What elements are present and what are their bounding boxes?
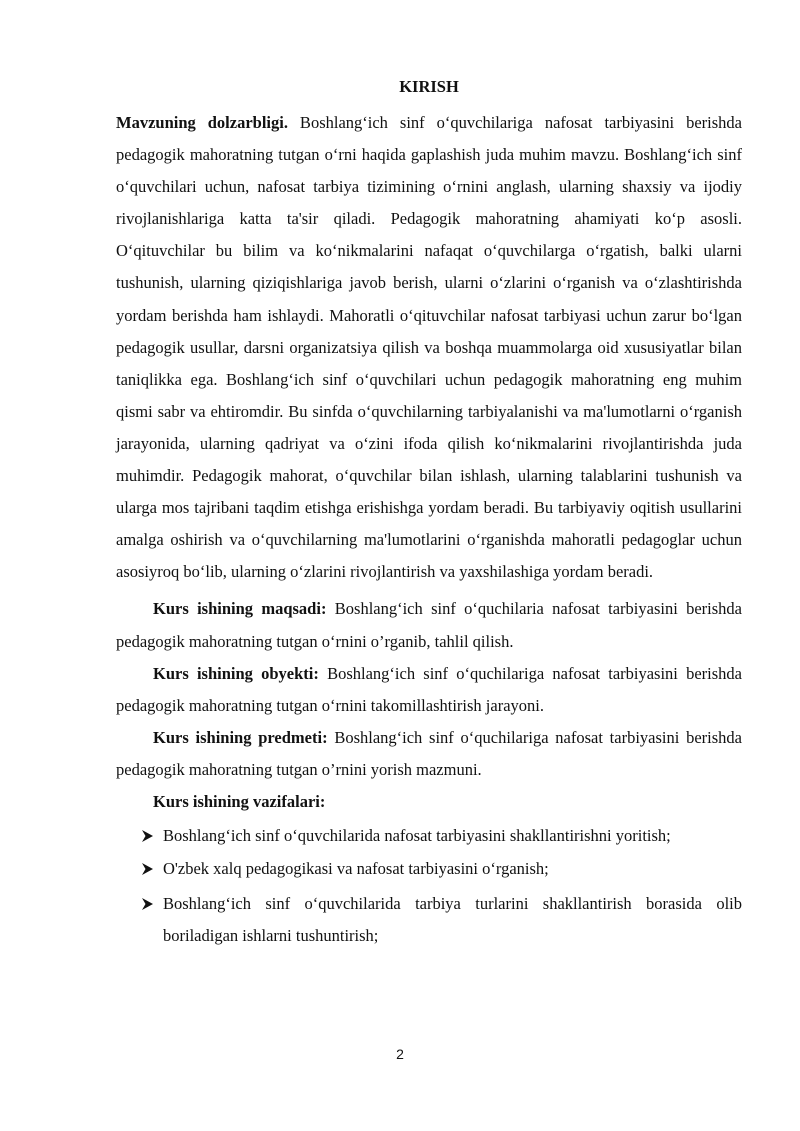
document-page xyxy=(116,75,742,952)
task-text: Boshlang‘ich sinf o‘quvchilarida tarbiya turlarini shakllantirish borasida olib boriladigan ishlarni tushuntirish; xyxy=(163,894,742,946)
subject-text: Boshlang‘ich sinf o‘quchilariga nafosat tarbiyasini berishda pedagogik mahoratning tutgan o’rnini yorish mazmuni. xyxy=(116,727,742,779)
tasks-heading xyxy=(116,786,742,818)
object-text: Boshlang‘ich sinf o‘quchilariga nafosat tarbiyasini berishda pedagogik mahoratning tutgan o‘rnini takomillashtirish jarayoni. xyxy=(116,663,742,715)
goal-paragraph xyxy=(116,593,742,657)
section-title: KIRISH xyxy=(399,77,459,96)
subject-label: Kurs ishining predmeti: xyxy=(153,727,328,747)
list-item xyxy=(116,820,742,853)
relevance-text: Boshlang‘ich sinf o‘quvchilariga nafosat tarbiyasini berishda pedagogik mahoratning tutgan o‘rni haqida gaplashish juda muhim mavzu. Boshlang‘ich sinf o‘quvchilari uchun, nafosat tarbiya tizimining o‘rnini anglash, ularning shaxsiy va ijodiy rivojlanishlariga katta ta'sir qiladi. Pedagogik mahoratning ahamiyati ko‘p asosli. O‘qituvchilar bu bilim va ko‘nikmalarini nafaqat o‘quvchilarga o‘rgatish, balki ularni tushunish, ularning qiziqishlariga javob berish, ularni o‘zlarini o‘rganish va o‘zlashtirishda yordam berishda ham ishlaydi. Mahoratli o‘qituvchilar nafosat tarbiyasi uchun zarur bo‘lgan pedagogik usullar, darsni organizatsiya qilish va boshqa muammolarga oid xususiyatlar bilan taniqlikka ega. Boshlang‘ich sinf o‘quvchilari uchun pedagogik mahoratning eng muhim qismi sabr va ehtiromdir. Bu sinfda o‘quvchilarning tarbiyalanishi va ma'lumotlarni o‘rganish jarayonida, ularning qadriyat va o‘zini ifoda qilish ko‘nikmalarini rivojlantirishda juda muhimdir. Pedagogik mahorat, o‘quvchilar bilan ishlash, ularning talablarini tushunish va ularga mos tajribani taqdim etishga erishishga yordam beradi. Bu tarbiyaviy oqitish usullarini amalga oshirish va o‘quvchilarning ma'lumotlarini o‘rganishda mahoratli pedagoglar uchun asosiyroq bo‘lib, ularning o‘zlarini rivojlantirish va yaxshilashiga yordam beradi. xyxy=(116,113,742,582)
arrow-bullet-icon xyxy=(141,853,155,885)
goal-label: Kurs ishining maqsadi: xyxy=(153,599,327,619)
task-text: Boshlang‘ich sinf o‘quvchilarida nafosat tarbiyasini shakllantirishni yoritish; xyxy=(163,826,671,846)
arrow-bullet-icon xyxy=(141,820,155,852)
page-number: 2 xyxy=(396,1046,404,1062)
subject-paragraph xyxy=(116,722,742,786)
tasks-label: Kurs ishining vazifalari: xyxy=(153,791,326,811)
goal-text: Boshlang‘ich sinf o‘quchilaria nafosat tarbiyasini berishda pedagogik mahoratning tutgan o‘rnini o’rganib, tahlil qilish. xyxy=(116,599,742,651)
arrow-bullet-icon xyxy=(141,888,155,920)
relevance-label: Mavzuning dolzarbligi. xyxy=(116,113,288,132)
relevance-paragraph xyxy=(116,107,742,588)
object-paragraph xyxy=(116,658,742,722)
task-text: O'zbek xalq pedagogikasi va nafosat tarbiyasini o‘rganish; xyxy=(163,858,549,878)
tasks-list xyxy=(116,820,742,952)
list-item xyxy=(116,853,742,886)
list-item xyxy=(116,888,742,952)
object-label: Kurs ishining obyekti: xyxy=(153,663,319,683)
